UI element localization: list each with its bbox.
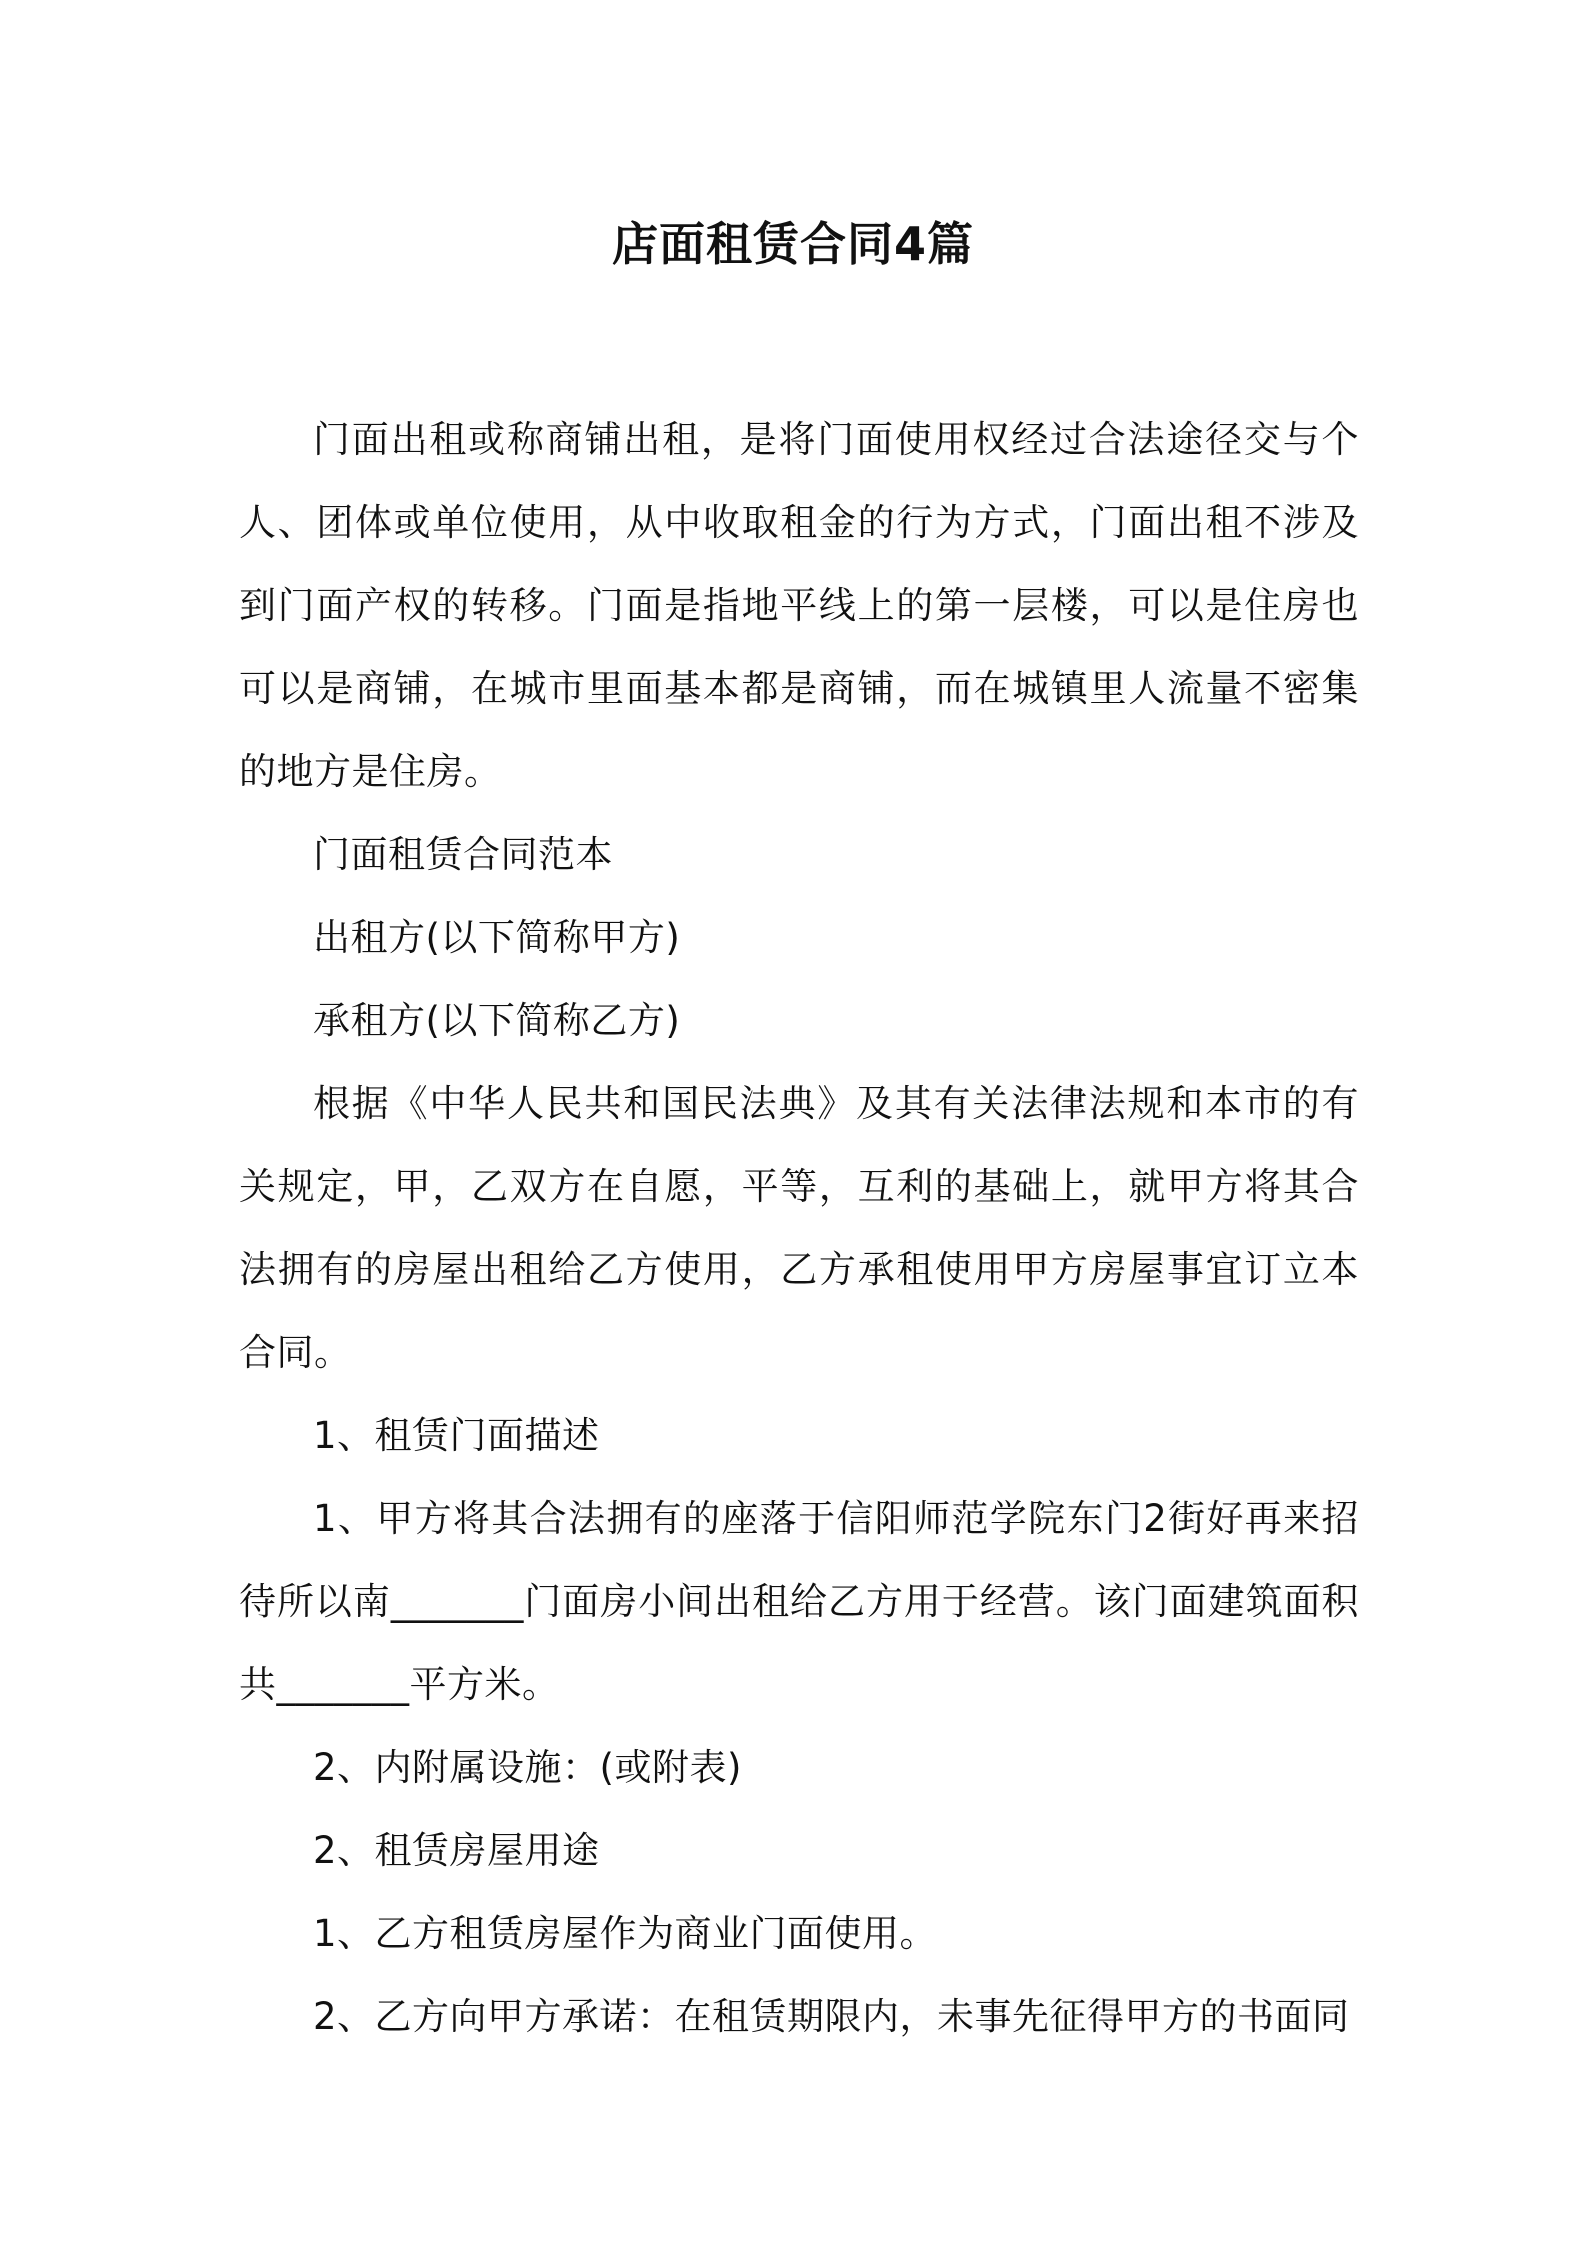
- document-title: 店面租赁合同4篇: [611, 217, 974, 271]
- section-heading-usage: 2、租赁房屋用途: [313, 1829, 600, 1872]
- paragraph-facilities: 2、内附属设施：(或附表): [313, 1746, 742, 1789]
- paragraph-intro: 门面出租或称商铺出租，是将门面使用权经过合法途径交与个人、团体或单位使用，从中收取租金的行为方式，门面出租不涉及到门面产权的转移。门面是指地平线上的第一层楼，可以是住房也可以是商铺，在城市里面基本都是商铺，而在城镇里人流量不密集的地方是住房。: [239, 418, 1359, 793]
- section-heading-description: 1、租赁门面描述: [313, 1414, 600, 1457]
- paragraph-location: 1、甲方将其合法拥有的座落于信阳师范学院东门2街好再来招待所以南_______门面房小间出租给乙方用于经营。该门面建筑面积共_______平方米。: [239, 1497, 1359, 1706]
- paragraph-template-heading: 门面租赁合同范本: [313, 833, 613, 876]
- paragraph-lessee: 承租方(以下简称乙方): [313, 999, 681, 1042]
- paragraph-usage: 1、乙方租赁房屋作为商业门面使用。: [313, 1912, 938, 1955]
- paragraph-promise: 2、乙方向甲方承诺：在租赁期限内，未事先征得甲方的书面同: [313, 1995, 1350, 2038]
- document-body: [239, 398, 1359, 2058]
- paragraph-basis: 根据《中华人民共和国民法典》及其有关法律法规和本市的有关规定，甲，乙双方在自愿，平等，互利的基础上，就甲方将其合法拥有的房屋出租给乙方使用，乙方承租使用甲方房屋事宜订立本合同。: [239, 1082, 1359, 1374]
- paragraph-lessor: 出租方(以下简称甲方): [313, 916, 681, 959]
